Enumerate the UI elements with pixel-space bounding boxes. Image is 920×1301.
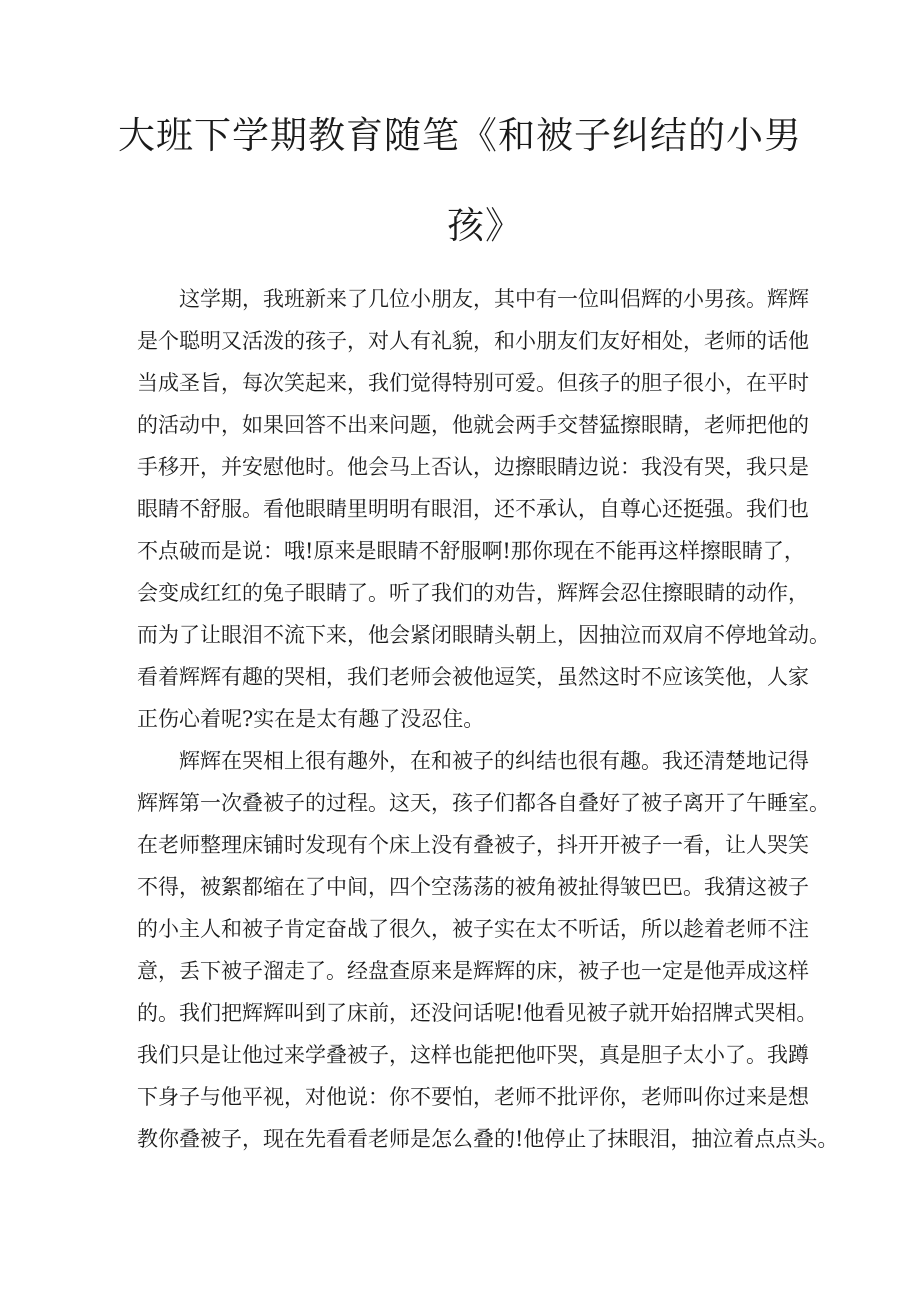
- paragraph-1-line: 当成圣旨，每次笑起来，我们觉得特别可爱。但孩子的胆子很小，在平时: [137, 371, 809, 395]
- paragraph-1-line: 的活动中，如果回答不出来问题，他就会两手交替猛擦眼睛，老师把他的: [137, 413, 809, 437]
- paragraph-2-line: 不得，被絮都缩在了中间，四个空荡荡的被角被扯得皱巴巴。我猜这被子: [137, 875, 809, 899]
- paragraph-1-line: 眼睛不舒服。看他眼睛里明明有眼泪，还不承认，自尊心还挺强。我们也: [137, 497, 809, 521]
- paragraph-1-line: 正伤心着呢?实在是太有趣了没忍住。: [137, 707, 485, 731]
- paragraph-1-line: 是个聪明又活泼的孩子，对人有礼貌，和小朋友们友好相处，老师的话他: [137, 329, 809, 353]
- paragraph-2-line: 的。我们把辉辉叫到了床前，还没问话呢!他看见被子就开始招牌式哭相。: [137, 1001, 818, 1025]
- paragraph-1-line: 手移开，并安慰他时。他会马上否认，边擦眼睛边说：我没有哭，我只是: [137, 455, 809, 479]
- paragraph-2-line: 教你叠被子，现在先看看老师是怎么叠的!他停止了抹眼泪，抽泣着点点头。: [137, 1127, 839, 1151]
- paragraph-2-line: 下身子与他平视，对他说：你不要怕，老师不批评你，老师叫你过来是想: [137, 1085, 809, 1109]
- paragraph-1-line: 这学期，我班新来了几位小朋友，其中有一位叫侣辉的小男孩。辉辉: [179, 287, 809, 311]
- paragraph-2-line: 在老师整理床铺时发现有个床上没有叠被子，抖开开被子一看，让人哭笑: [137, 833, 809, 857]
- paragraph-2-line: 辉辉在哭相上很有趣外，在和被子的纠结也很有趣。我还清楚地记得: [179, 749, 809, 773]
- paragraph-1-line: 看着辉辉有趣的哭相，我们老师会被他逗笑，虽然这时不应该笑他，人家: [137, 665, 809, 689]
- paragraph-1-line: 不点破而是说：哦!原来是眼睛不舒服啊!那你现在不能再这样擦眼睛了，: [137, 539, 805, 563]
- document-title-line-1: 大班下学期教育随笔《和被子纠结的小男: [118, 114, 802, 157]
- paragraph-1-line: 而为了让眼泪不流下来，他会紧闭眼睛头朝上，因抽泣而双肩不停地耸动。: [137, 623, 830, 647]
- paragraph-2-line: 的小主人和被子肯定奋战了很久，被子实在太不听话，所以趁着老师不注: [137, 917, 809, 941]
- document-title-line-2: 孩》: [447, 204, 523, 247]
- paragraph-1-line: 会变成红红的兔子眼睛了。听了我们的劝告，辉辉会忍住擦眼睛的动作，: [137, 581, 809, 605]
- paragraph-2-line: 我们只是让他过来学叠被子，这样也能把他吓哭，真是胆子太小了。我蹲: [137, 1043, 809, 1067]
- paragraph-2-line: 辉辉第一次叠被子的过程。这天，孩子们都各自叠好了被子离开了午睡室。: [137, 791, 830, 815]
- paragraph-2-line: 意，丢下被子溜走了。经盘查原来是辉辉的床，被子也一定是他弄成这样: [137, 959, 809, 983]
